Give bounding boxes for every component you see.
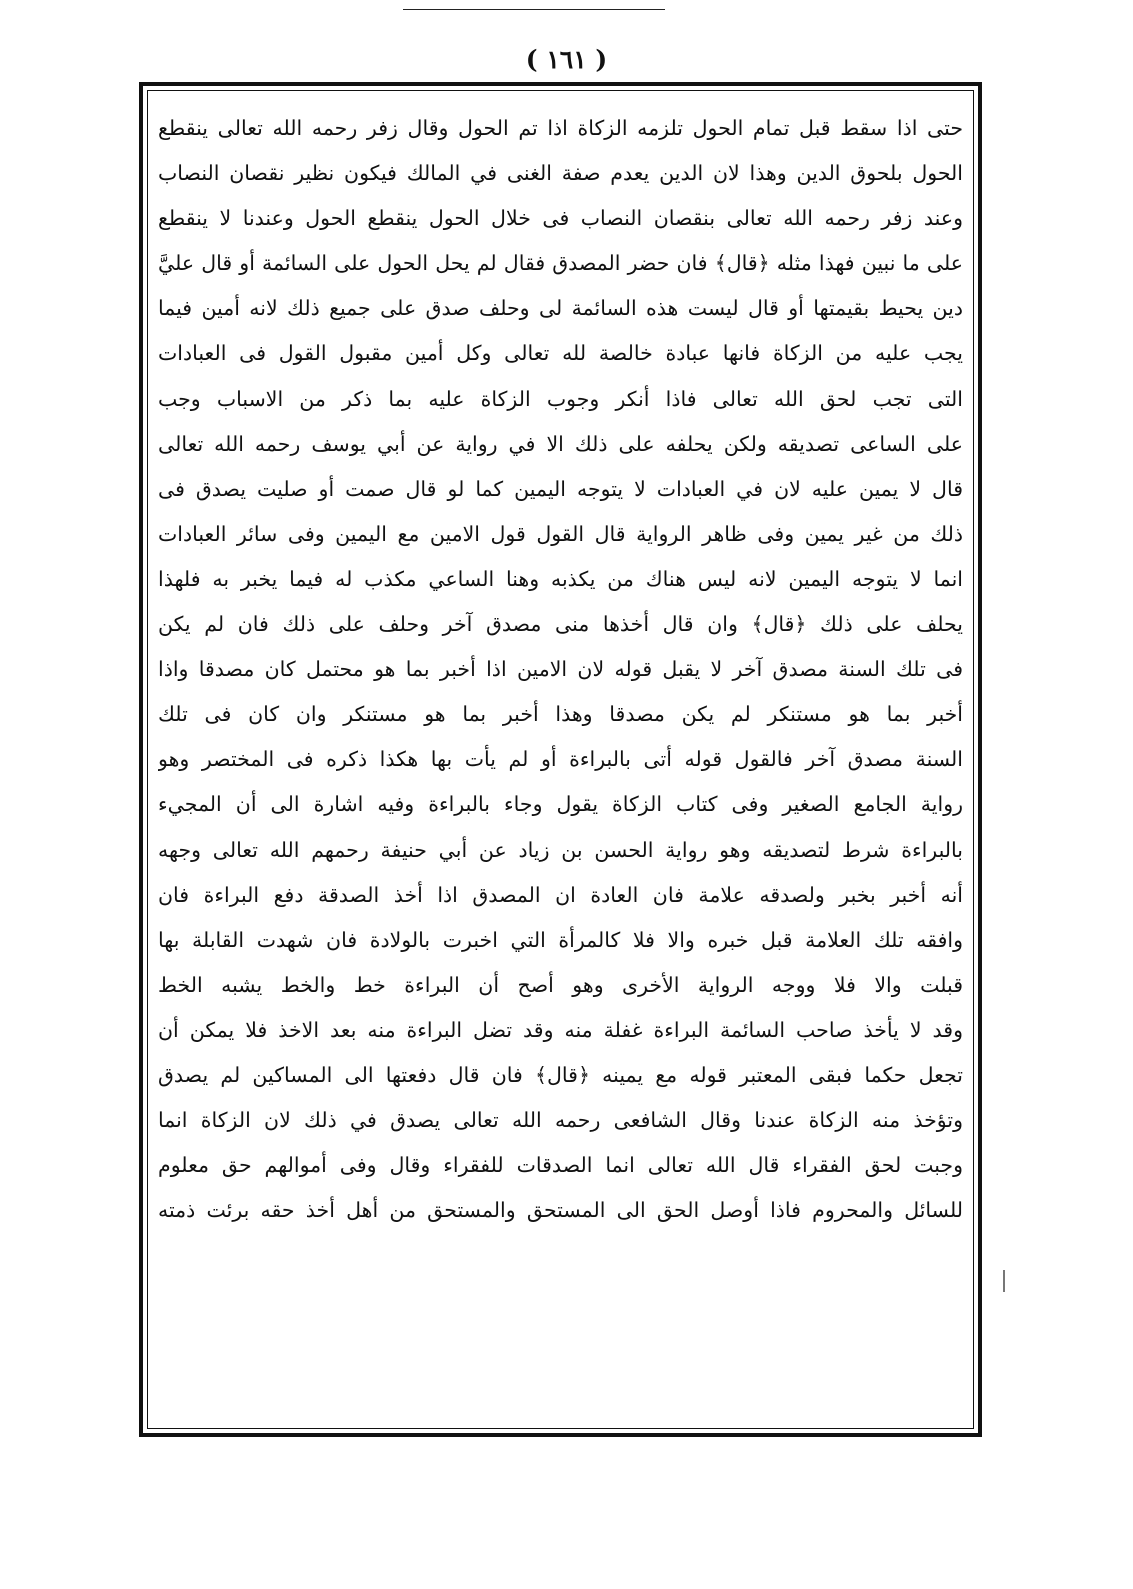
text-line: على الساعى تصديقه ولكن يحلفه على ذلك الا في رواية عن أبي يوسف رحمه الله تعالى (158, 431, 963, 456)
text-line: السنة مصدق آخر فالقول قوله أتى بالبراءة أو لم يأت بها هكذا ذكره فى المختصر وهو (158, 747, 963, 772)
text-line: قبلت والا فلا ووجه الرواية الأخرى وهو أصح أن البراءة خط والخط يشبه الخط (158, 972, 963, 997)
text-line: ذلك من غير يمين وفى ظاهر الرواية قال القول قول الامين مع اليمين وفى سائر العبادات (158, 521, 963, 546)
text-line: قال لا يمين عليه لان في العبادات لا يتوجه اليمين كما لو قال صمت أو صليت يصدق فى (158, 476, 963, 501)
text-line: وجبت لحق الفقراء قال الله تعالى انما الصدقات للفقراء وقال وفى أموالهم حق معلوم (158, 1153, 963, 1178)
text-line: وتؤخذ منه الزكاة عندنا وقال الشافعى رحمه الله تعالى يصدق في ذلك لان الزكاة انما (158, 1108, 963, 1133)
text-line: دين يحيط بقيمتها أو قال ليست هذه السائمة لى وحلف صدق على جميع ذلك لانه أمين فيما (158, 296, 963, 321)
text-line: للسائل والمحروم فاذا أوصل الحق الى المستحق والمستحق من أهل أخذ حقه برئت ذمته (158, 1198, 963, 1223)
text-line: بالبراءة شرط لتصديقه وهو رواية الحسن بن زياد عن أبي حنيفة رحمهم الله تعالى وجهه (158, 837, 963, 862)
text-body (158, 106, 963, 1416)
text-line: حتى اذا سقط قبل تمام الحول تلزمه الزكاة اذا تم الحول وقال زفر رحمه الله تعالى ينقطع (158, 116, 963, 140)
text-line: فى تلك السنة مصدق آخر لا يقبل قوله لان الامين اذا أخبر بما هو محتمل كان مصدقا واذا (158, 657, 963, 682)
text-line: يجب عليه من الزكاة فانها عبادة خالصة لله تعالى وكل أمين مقبول القول فى العبادات (158, 341, 963, 366)
text-line: وقد لا يأخذ صاحب السائمة البراءة غفلة منه وقد تضل البراءة منه بعد الاخذ فلا يمكن أن (158, 1017, 963, 1042)
text-line: وافقه تلك العلامة قبل خبره والا فلا كالمرأة التي اخبرت بالولادة فان شهدت القابلة بها (158, 927, 963, 952)
text-line: على ما نبين فهذا مثله ﴿قال﴾ فان حضر المصدق فقال لم يحل الحول على السائمة أو قال عليَّ (158, 251, 963, 276)
text-line: يحلف على ذلك ﴿قال﴾ وان قال أخذها منى مصدق آخر وحلف على ذلك فان لم يكن (158, 612, 963, 637)
text-line: رواية الجامع الصغير وفى كتاب الزكاة يقول وجاء بالبراءة وفيه اشارة الى أن المجيء (158, 792, 963, 817)
text-line: الحول بلحوق الدين وهذا لان الدين يعدم صفة الغنى في المالك فيكون نظير نقصان النصاب (158, 161, 963, 186)
text-line: انما لا يتوجه اليمين لانه ليس هناك من يكذبه وهنا الساعي مكذب له فيما يخبر به فلهذا (158, 566, 963, 591)
text-line: وعند زفر رحمه الله تعالى بنقصان النصاب فى خلال الحول ينقطع الحول وعندنا لا ينقطع (158, 206, 963, 231)
margin-mark (1003, 1270, 1005, 1292)
text-line: التى تجب لحق الله تعالى فاذا أنكر وجوب الزكاة عليه بما ذكر من الاسباب وجب (158, 386, 963, 411)
text-line: أخبر بما هو مستنكر لم يكن مصدقا وهذا أخبر بما هو مستنكر وان كان فى تلك (158, 702, 963, 727)
text-line: أنه أخبر بخبر ولصدقه علامة فان العادة ان المصدق اذا أخذ الصدقة دفع البراءة فان (158, 882, 963, 907)
text-line: تجعل حكما فبقى المعتبر قوله مع يمينه ﴿قال﴾ فان قال دفعتها الى المساكين لم يصدق (158, 1062, 963, 1087)
page-number: ( ١٦١ ) (525, 45, 608, 74)
top-rule (403, 9, 665, 10)
